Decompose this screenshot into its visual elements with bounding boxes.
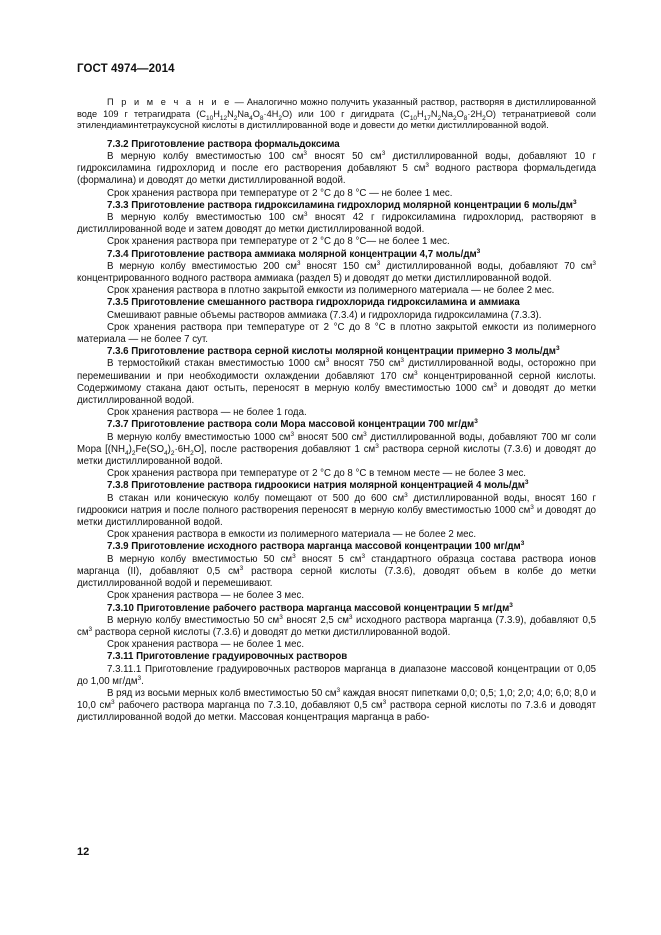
paragraph: 7.3.11.1 Приготовление градуировочных растворов марганца в диапазоне массовой концентрации от 0,05 до 1,00 $мг/дм^3$. xyxy=(77,663,596,687)
note-paragraph: П р и м е ч а н и е — Аналогично можно получить указанный раствор, растворяя в дистиллированной воде 109 г тетрагидрата $(C_{10}H_{12}N_2Na_4O_8\cdot 4H_2O)$ или 100 г дигидрата $(C_{10}H_{17}N_2Na_2O_8\cdot 2H_2O)$ тетранатриевой соли этилендиаминтетрауксусной кислоты в дистиллированной воде и довести до метки дистиллированной водой. xyxy=(77,97,597,131)
paragraph: Срок хранения раствора при температуре от 2 °С до 8 °С в плотно закрытой емкости из полимерного материала — не более 7 сут. xyxy=(77,321,596,346)
paragraph: Срок хранения раствора при температуре от 2 °С до 8 °С— не более 1 мес. xyxy=(107,236,450,248)
paragraph: В стакан или коническую колбу помещают от 500 до 600 $см^3$ дистиллированной воды, вносят 160 г гидроокиси натрия и после полного растворения переносят в мерную колбу вместимостью 1000 $см^3$ и доводят до метки дистиллированной водой. xyxy=(77,491,596,529)
section-heading-7-3-7: 7.3.7 Приготовление раствора соли Мора массовой концентрации 700 $мг/дм^3$ xyxy=(107,418,478,431)
standard-header: ГОСТ 4974—2014 xyxy=(77,63,175,75)
paragraph: В мерную колбу вместимостью 100 $см^3$ вносят 50 $см^3$ дистиллированной воды, добавляют 10 г гидроксиламина гидрохлорид и после его растворения добавляют 5 $см^3$ водного раствора формальдегида (формалина) и доводят до метки дистиллированной водой. xyxy=(77,149,597,187)
paragraph: В термостойкий стакан вместимостью 1000 $см^3$ вносят 750 $см^3$ дистиллированной воды, осторожно при перемешивании и при необходимости охлаждении добавляют 170 $см^3$ концентрированной серной кислоты. Содержимому стакана дают остыть, переносят в мерную колбу вместимостью 1000 $см^3$ и доводят до метки дистиллированной водой. xyxy=(77,357,597,407)
paragraph: Срок хранения раствора при температуре от 2 °С до 8 °С в темном месте — не более 3 мес. xyxy=(107,468,526,480)
section-heading-7-3-5: 7.3.5 Приготовление смешанного раствора гидрохлорида гидроксиламина и аммиака xyxy=(107,297,520,309)
paragraph: В мерную колбу вместимостью 100 $см^3$ вносят 42 г гидроксиламина гидрохлорид, растворяют в дистиллированной воде и затем доводят до метки дистиллированной водой. xyxy=(77,210,597,236)
paragraph: В ряд из восьми мерных колб вместимостью 50 $см^3$ каждая вносят пипетками 0,0; 0,5; 1,0; 2,0; 4,0; 6,0; 8,0 и 10,0 $см^3$ рабочего раствора марганца по 7.3.10, добавляют 0,5 $см^3$ раствора серной кислоты по 7.3.6 и доводят дистиллированной водой до метки. Массовая концентрация марганца в рабо- xyxy=(77,686,597,724)
paragraph: В мерную колбу вместимостью 200 $см^3$ вносят 150 $см^3$ дистиллированной воды, добавляют 70 $см^3$ концентрированного водного раствора аммиака (раздел 5) и доводят до метки дистиллированной водой. xyxy=(77,259,597,285)
paragraph: Срок хранения раствора при температуре от 2 °С до 8 °С — не более 1 мес. xyxy=(107,187,453,199)
paragraph: Срок хранения раствора — не более 1 мес. xyxy=(107,639,305,651)
paragraph: В мерную колбу вместимостью 50 $см^3$ вносят 2,5 $см^3$ исходного раствора марганца (7.3.9), добавляют 0,5 $см^3$ раствора серной кислоты (7.3.6) и доводят до метки дистиллированной водой. xyxy=(77,613,596,638)
section-heading-7-3-2: 7.3.2 Приготовление раствора формальдоксима xyxy=(107,138,340,150)
paragraph: Срок хранения раствора в плотно закрытой емкости из полимерного материала — не более 2 мес. xyxy=(107,285,555,297)
paragraph: В мерную колбу вместимостью 50 $см^3$ вносят 5 $см^3$ стандартного образца состава раствора ионов марганца (II), добавляют 0,5 $см^3$ раствора серной кислоты (7.3.6), доводят объем в колбе до метки дистиллированной водой и перемешивают. xyxy=(77,552,597,590)
paragraph: Срок хранения раствора — не более 3 мес. xyxy=(107,590,305,602)
paragraph: В мерную колбу вместимостью 1000 $см^3$ вносят 500 $см^3$ дистиллированной воды, добавляют 700 мг соли Мора $[(NH_4)_2Fe(SO_4)_2\cdot 6H_2O]$, после растворения добавляют 1 $см^3$ раствора серной кислоты (7.3.6) и доводят до метки дистиллированной водой. xyxy=(77,430,596,468)
section-heading-7-3-9: 7.3.9 Приготовление исходного раствора марганца массовой концентрации 100 $мг/дм^3$ xyxy=(107,540,525,553)
paragraph: Смешивают равные объемы растворов аммиака (7.3.4) и гидрохлорида гидроксиламина (7.3.3). xyxy=(107,309,542,321)
note-label: П р и м е ч а н и е xyxy=(107,97,232,107)
section-heading-7-3-10: 7.3.10 Приготовление рабочего раствора марганца массовой концентрации 5 $мг/дм^3$ xyxy=(107,601,513,614)
paragraph: Срок хранения раствора — не более 1 года. xyxy=(107,407,307,419)
section-heading-7-3-6: 7.3.6 Приготовление раствора серной кислоты молярной концентрации примерно 3 моль/$дм^3$ xyxy=(107,345,560,358)
paragraph: Срок хранения раствора в емкости из полимерного материала — не более 2 мес. xyxy=(107,529,477,541)
section-heading-7-3-4: 7.3.4 Приготовление раствора аммиака молярной концентрации 4,7 моль/$дм^3$ xyxy=(107,247,481,260)
section-heading-7-3-11: 7.3.11 Приготовление градуировочных растворов xyxy=(107,651,348,663)
section-heading-7-3-8: 7.3.8 Приготовление раствора гидроокиси натрия молярной концентрацией 4 моль/$дм^3$ xyxy=(107,479,529,492)
page-number: 12 xyxy=(77,846,90,858)
document-body xyxy=(77,97,596,725)
section-heading-7-3-3: 7.3.3 Приготовление раствора гидроксиламина гидрохлорид молярной концентрации 6 моль/$дм^3$ xyxy=(107,198,577,211)
